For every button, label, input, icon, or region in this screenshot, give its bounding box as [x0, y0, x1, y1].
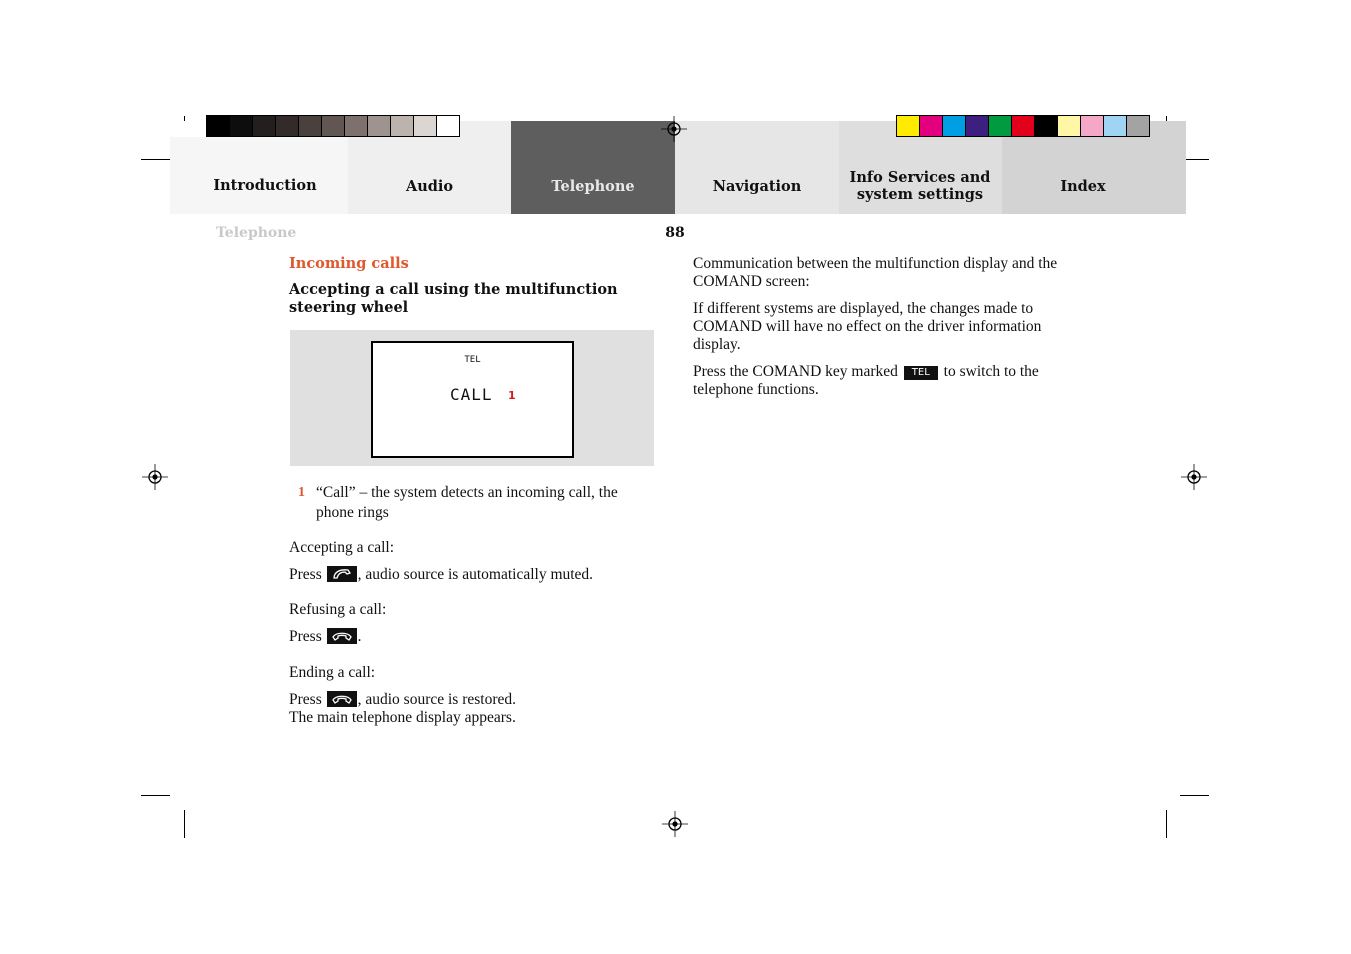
left-column — [289, 255, 649, 317]
gray-swatch — [276, 116, 299, 136]
color-swatch — [1081, 116, 1104, 136]
display-call-text: CALL — [450, 385, 493, 404]
accept-rest: , audio source is automatically muted. — [357, 566, 594, 583]
refuse-press: Press — [289, 628, 322, 645]
crop-mark — [141, 159, 170, 160]
accept-call-key[interactable] — [327, 566, 357, 582]
end-call-key[interactable] — [327, 691, 357, 707]
display-tel-label: TEL — [464, 355, 481, 365]
end-call-key[interactable] — [327, 628, 357, 644]
end-label: Ending a call: — [289, 664, 376, 681]
gray-swatch — [299, 116, 322, 136]
gray-swatch — [437, 116, 459, 136]
gray-swatch — [414, 116, 437, 136]
caption-number: 1 — [298, 485, 305, 500]
page-number: 88 — [665, 225, 685, 241]
accept-line — [289, 566, 669, 584]
color-swatch — [1058, 116, 1081, 136]
gray-swatch — [322, 116, 345, 136]
color-swatch — [989, 116, 1012, 136]
registration-mark-icon — [142, 464, 168, 490]
color-swatch — [920, 116, 943, 136]
gray-swatch — [230, 116, 253, 136]
tab-telephone[interactable]: Telephone — [551, 177, 635, 195]
phone-hangup-icon — [332, 630, 352, 642]
section-heading: Incoming calls — [289, 255, 409, 272]
grayscale-bar — [206, 115, 460, 137]
tab-index[interactable]: Index — [1060, 178, 1106, 195]
end-line — [289, 691, 669, 727]
phone-hangup-icon — [332, 693, 352, 705]
end-rest: , audio source is restored. — [357, 691, 517, 708]
registration-mark-icon — [661, 116, 687, 142]
refuse-label: Refusing a call: — [289, 601, 387, 618]
caption — [298, 483, 648, 523]
crop-mark — [141, 795, 170, 796]
running-header: Telephone — [216, 225, 297, 241]
right-column — [693, 255, 1063, 399]
tab-navigation[interactable]: Navigation — [712, 177, 802, 195]
display-marker: 1 — [508, 389, 516, 402]
color-bar — [896, 115, 1150, 137]
subheading: Accepting a call using the multifunction steering wheel — [289, 281, 618, 316]
registration-mark-icon — [1181, 464, 1207, 490]
tab-audio[interactable]: Audio — [405, 177, 454, 195]
refuse-line — [289, 628, 361, 646]
paragraph-communication: Communication between the multifunction display and the COMAND screen: — [693, 255, 1058, 290]
gray-swatch — [253, 116, 276, 136]
accept-press: Press — [289, 566, 322, 583]
color-swatch — [966, 116, 989, 136]
crop-mark — [1166, 810, 1167, 838]
gray-swatch — [391, 116, 414, 136]
color-swatch — [1104, 116, 1127, 136]
gray-swatch — [345, 116, 368, 136]
paragraph-systems: If different systems are displayed, the changes made to COMAND will have no effect on the driver information display. — [693, 300, 1042, 353]
gray-swatch — [368, 116, 391, 136]
refuse-rest: . — [357, 628, 362, 645]
accept-label: Accepting a call: — [289, 539, 395, 556]
tel-key[interactable]: TEL — [904, 366, 938, 380]
color-swatch — [1127, 116, 1149, 136]
multifunction-display — [371, 341, 574, 458]
caption-text: “Call” – the system detects an incoming call, the phone rings — [316, 484, 618, 521]
crop-mark — [184, 810, 185, 838]
gray-swatch — [207, 116, 230, 136]
registration-mark-icon — [662, 811, 688, 837]
tab-info-services[interactable]: Info Services and system settings — [849, 169, 991, 203]
color-swatch — [943, 116, 966, 136]
tab-introduction[interactable]: Introduction — [213, 176, 317, 194]
end-press: Press — [289, 691, 322, 708]
color-swatch — [897, 116, 920, 136]
phone-pickup-icon — [332, 568, 352, 580]
end-line2: The main telephone display appears. — [289, 709, 516, 726]
color-swatch — [1012, 116, 1035, 136]
paragraph-tel-key: Press the COMAND key marked TEL to switch to the telephone functions. — [693, 363, 1039, 398]
color-swatch — [1035, 116, 1058, 136]
crop-mark — [1180, 795, 1209, 796]
